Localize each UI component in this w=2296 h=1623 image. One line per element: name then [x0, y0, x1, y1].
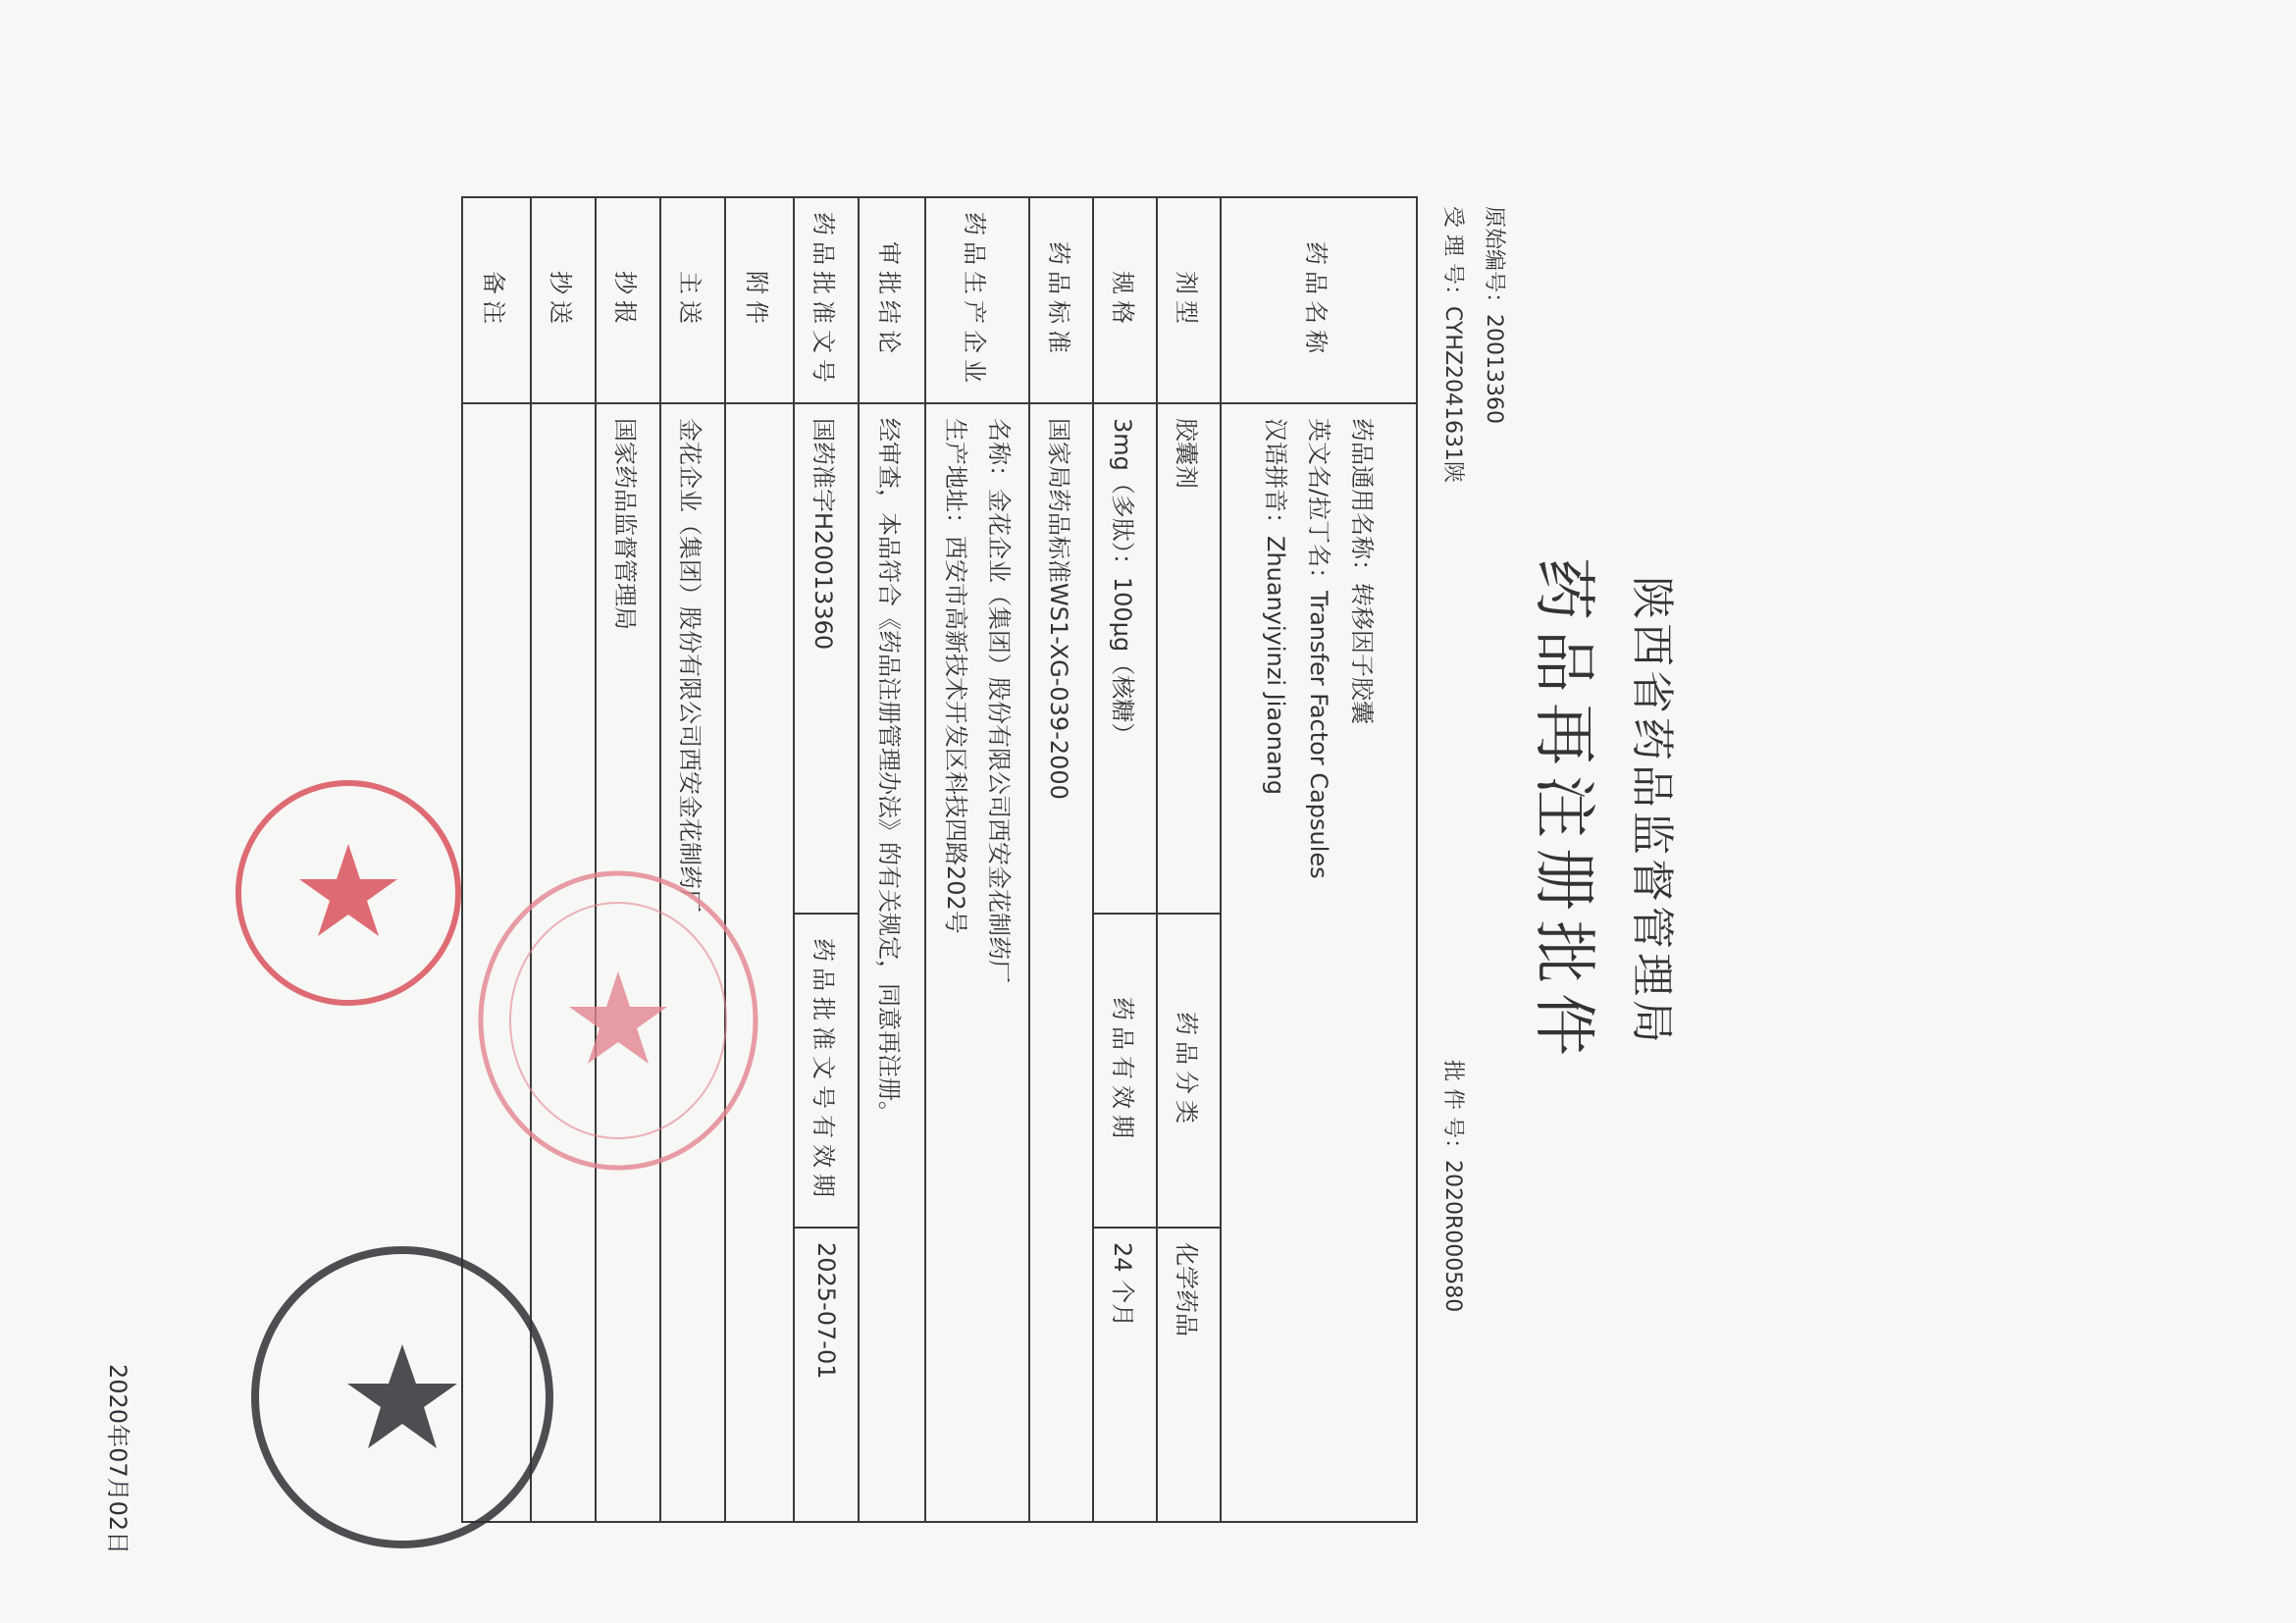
original-number — [1481, 206, 1511, 424]
approval-document-number — [1439, 1060, 1470, 1312]
spec-label: 规格 — [1093, 197, 1157, 403]
manufacturer-address-value: 西安市高新技术开发区科技四路202号 — [942, 536, 969, 934]
original-number-value: 20013360 — [1482, 314, 1506, 424]
conclusion-value: 经审查，本品符合《药品注册管理办法》的有关规定，同意再注册。 — [859, 403, 925, 1522]
copy-to-label: 抄送 — [531, 197, 596, 403]
acceptance-number — [1439, 206, 1470, 483]
manufacturer-name-value: 金花企业（集团）股份有限公司西安金花制药厂 — [985, 489, 1013, 983]
attachment-label: 附件 — [725, 197, 794, 403]
approval-document-number-value: 2020R000580 — [1440, 1160, 1465, 1313]
row-dosage-form — [1157, 197, 1221, 1522]
manufacturer-address-label: 生产地址： — [942, 418, 969, 536]
main-recipient-label: 主送 — [660, 197, 725, 403]
standard-label: 药品标准 — [1029, 197, 1093, 403]
row-main-recipient — [660, 197, 725, 1522]
standard-value: 国家局药品标准WS1-XG-039-2000 — [1029, 403, 1093, 1522]
row-approval — [794, 197, 859, 1522]
main-recipient-value: 金花企业（集团）股份有限公司西安金花制药厂 — [660, 403, 725, 1522]
manufacturer-label: 药品生产企业 — [925, 197, 1029, 403]
pinyin-value: Zhuanyiyinzi Jiaonang — [1262, 536, 1289, 796]
english-name-value: Transfer Factor Capsules — [1305, 591, 1332, 879]
row-manufacturer — [925, 197, 1029, 1522]
category-value: 化学药品 — [1157, 1228, 1221, 1522]
report-to-label: 抄报 — [596, 197, 660, 403]
spec-value: 3mg（多肽）：100μg（核糖） — [1093, 403, 1157, 914]
dosage-form-value: 胶囊剂 — [1157, 403, 1221, 914]
row-attachment — [725, 197, 794, 1522]
approval-number-label: 药品批准文号 — [794, 197, 859, 403]
pink-seal-star-icon — [569, 971, 667, 1064]
agency-name: 陕西省药品监督管理局 — [1627, 576, 1677, 1047]
generic-name-value: 转移因子胶囊 — [1348, 583, 1376, 724]
row-drug-name — [1221, 197, 1417, 1522]
red-company-seal — [231, 775, 466, 1011]
approval-document-number-label: 批 件 号： — [1440, 1060, 1465, 1160]
drug-name-cell — [1221, 403, 1417, 1522]
acceptance-number-label: 受 理 号： — [1440, 206, 1465, 306]
drug-validity-label: 药品有效期 — [1093, 914, 1157, 1228]
drug-validity-value: 24 个月 — [1093, 1228, 1157, 1522]
row-conclusion — [859, 197, 925, 1522]
approval-validity-value: 2025-07-01 — [794, 1228, 859, 1522]
manufacturer-name-label: 名称： — [985, 418, 1013, 489]
original-number-label: 原始编号： — [1482, 206, 1506, 315]
manufacturer-cell — [925, 403, 1029, 1522]
official-agency-seal — [245, 1238, 559, 1562]
approval-validity-label: 药品批准文号有效期 — [794, 914, 859, 1228]
approval-number-value: 国药准字H20013360 — [794, 403, 859, 914]
generic-name-label: 药品通用名称： — [1348, 418, 1376, 583]
document-title: 药品再注册批件 — [1527, 557, 1599, 1066]
category-label: 药品分类 — [1157, 914, 1221, 1228]
registration-form-table — [461, 196, 1418, 1523]
seal-date: 2020年07月02日 — [104, 1364, 131, 1555]
red-seal-star-icon — [299, 844, 397, 936]
english-name-label: 英文名/拉丁名： — [1305, 418, 1332, 592]
conclusion-label: 审批结论 — [859, 197, 925, 403]
acceptance-number-value: CYHZ2041631陕 — [1440, 306, 1465, 484]
dosage-form-label: 剂型 — [1157, 197, 1221, 403]
report-to-value: 国家药品监督管理局 — [596, 403, 660, 1522]
row-standard — [1029, 197, 1093, 1522]
row-spec — [1093, 197, 1157, 1522]
row-report-to — [596, 197, 660, 1522]
remarks-label: 备注 — [462, 197, 531, 403]
pinyin-label: 汉语拼音： — [1262, 418, 1289, 536]
pink-company-seal — [471, 864, 765, 1178]
drug-name-label: 药品名称 — [1221, 197, 1417, 403]
official-seal-star-icon — [347, 1344, 457, 1448]
